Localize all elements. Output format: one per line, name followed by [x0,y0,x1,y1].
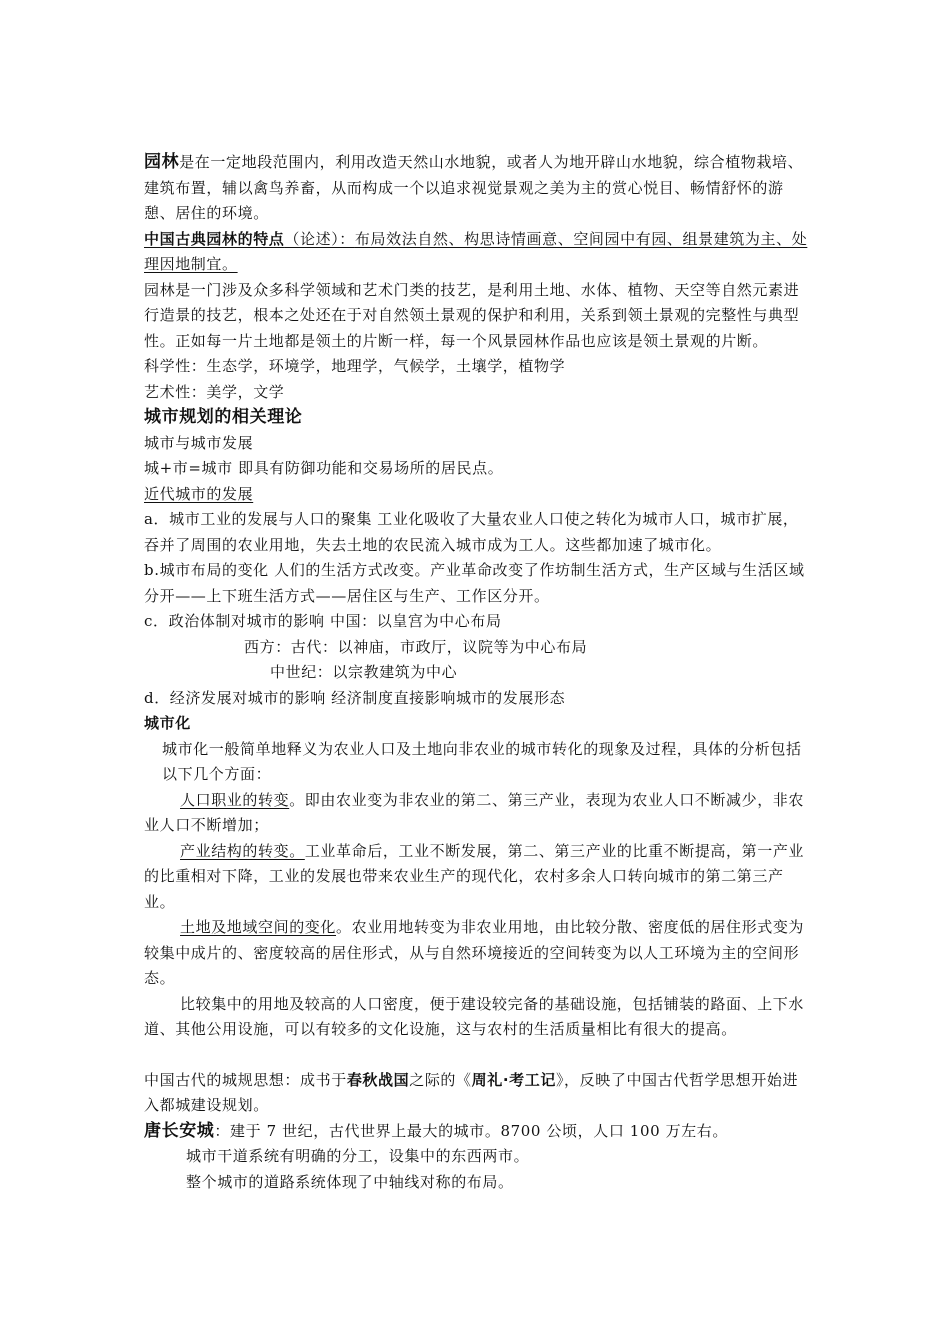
paragraph-garden-art: 园林是一门涉及众多科学领域和艺术门类的技艺，是利用土地、水体、植物、天空等自然元素进行造景的技艺，根本之处还在于对自然领土景观的保护和利用，关系到领土景观的完整性与典型性。正如每一片土地都是领土的片断一样，每一个风景园林作品也应该是领土景观的片断。 [144,280,800,350]
paragraph-garden-definition: 园林是在一定地段范围内，利用改造天然山水地貌，或者人为地开辟山水地貌，综合植物栽培、建筑布置，辅以禽鸟养畜，从而构成一个以追求视觉景观之美为主的赏心悦目、畅情舒怀的游憩、居住的环境。 [144,152,804,222]
paragraph-infrastructure: 比较集中的用地及较高的人口密度，便于建设较完备的基础设施，包括铺装的路面、上下水道、其他公用设施，可以有较多的文化设施，这与农村的生活质量相比有很大的提高。 [144,994,805,1038]
paragraph-land-space: 土地及地域空间的变化。农业用地转变为非农业用地，由比较分散、密度低的居住形式变为较集中成片的、密度较高的居住形式，从与自然环境接近的空间转变为以人工环境为主的空间形态。 [144,918,805,987]
paragraph-city-development: 城市与城市发展 [144,433,254,452]
paragraph-item-a: a．城市工业的发展与人口的聚集 工业化吸收了大量农业人口使之转化为城市人口，城市扩展，吞并了周围的农业用地，失去土地的农民流入城市成为工人。这些都加速了城市化。 [144,510,799,554]
term-changan: 唐长安城 [144,1120,215,1141]
paragraph-ancient-planning: 中国古代的城规思想：成书于春秋战国之际的《周礼·考工记》，反映了中国古代哲学思想开始进入都城建设规划。 [144,1070,799,1114]
document-page [144,150,812,1195]
paragraph-art: 艺术性：美学，文学 [144,382,285,401]
paragraph-science: 科学性：生态学，环境学，地理学，气候学，土壤学，植物学 [144,357,566,375]
spacer [144,1043,812,1068]
paragraph-changan: 唐长安城：建于 7 世纪，古代世界上最大的城市。8700 公顷，人口 100 万左右。 [144,1120,728,1141]
paragraph-item-c-west: 西方：古代：以神庙，市政厅，议院等为中心布局 [244,637,588,656]
paragraph-changan-roads: 城市干道系统有明确的分工，设集中的东西两市。 [186,1147,530,1165]
term-garden: 园林 [144,152,180,172]
paragraph-item-c-medieval: 中世纪：以宗教建筑为中心 [270,663,458,681]
paragraph-item-d: d．经济发展对城市的影响 经济制度直接影响城市的发展形态 [144,688,566,707]
paragraph-item-c: c．政治体制对城市的影响 中国：以皇宫为中心布局 [144,612,502,630]
paragraph-industry-structure: 产业结构的转变。工业革命后，工业不断发展，第二、第三产业的比重不断提高，第一产业的比重相对下降，工业的发展也带来农业生产的现代化，农村多余人口转向城市的第二第三产业。 [144,841,805,911]
term-classical-garden: 中国古典园林的特点 [144,229,285,248]
paragraph-occupation-change: 人口职业的转变。即由农业变为非农业的第二、第三产业，表现为农业人口不断减少，非农业人口不断增加； [144,790,805,834]
heading-urbanization: 城市化 [144,714,191,732]
paragraph-classical-garden-features: 中国古典园林的特点（论述）：布局效法自然、构思诗情画意、空间园中有园、组景建筑为主、处理因地制宜。 [144,229,808,273]
paragraph-city-definition: 城+市=城市 即具有防御功能和交易场所的居民点。 [144,459,504,477]
paragraph-urbanization-intro: 城市化一般简单地释义为农业人口及土地向非农业的城市转化的现象及过程，具体的分析包括以下几个方面： [162,739,802,783]
heading-urban-planning: 城市规划的相关理论 [144,407,303,427]
paragraph-item-b: b.城市布局的变化 人们的生活方式改变。产业革命改变了作坊制生活方式，生产区域与生活区域分开——上下班生活方式——居住区与生产、工作区分开。 [144,561,805,605]
subheading-modern-city: 近代城市的发展 [144,484,254,503]
paragraph-changan-axis: 整个城市的道路系统体现了中轴线对称的布局。 [186,1172,514,1191]
